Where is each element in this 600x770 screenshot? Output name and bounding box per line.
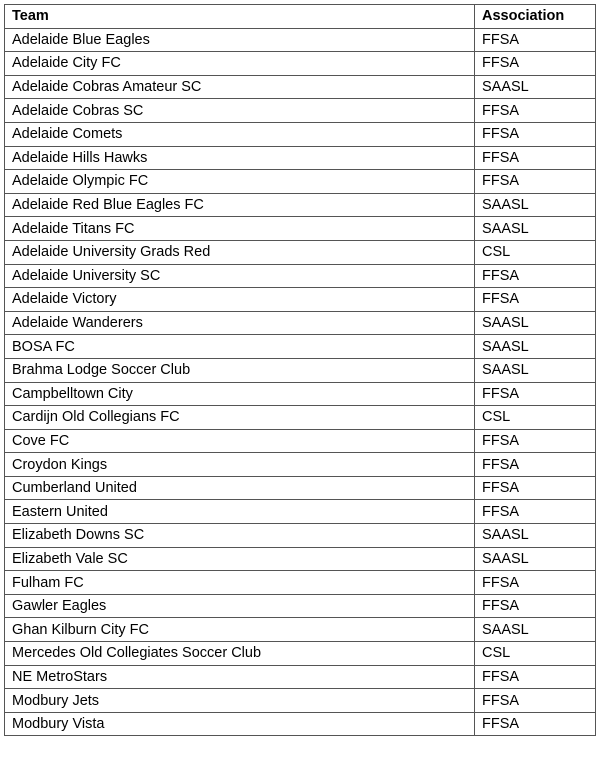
table-row xyxy=(5,689,596,713)
association-cell: CSL xyxy=(475,240,596,264)
table-row xyxy=(5,52,596,76)
table-row xyxy=(5,500,596,524)
association-cell: FFSA xyxy=(475,453,596,477)
team-cell: Adelaide University Grads Red xyxy=(5,240,475,264)
association-cell: FFSA xyxy=(475,52,596,76)
table-row xyxy=(5,358,596,382)
team-cell: Cardijn Old Collegians FC xyxy=(5,406,475,430)
table-row xyxy=(5,524,596,548)
table-row xyxy=(5,146,596,170)
table-row xyxy=(5,665,596,689)
table-row xyxy=(5,712,596,736)
team-cell: Adelaide Comets xyxy=(5,122,475,146)
association-cell: FFSA xyxy=(475,476,596,500)
association-cell: FFSA xyxy=(475,571,596,595)
team-cell: Adelaide Cobras Amateur SC xyxy=(5,75,475,99)
table-row xyxy=(5,75,596,99)
team-column-header: Team xyxy=(5,5,475,29)
association-cell: SAASL xyxy=(475,524,596,548)
association-cell: FFSA xyxy=(475,170,596,194)
table-row xyxy=(5,406,596,430)
association-cell: SAASL xyxy=(475,618,596,642)
table-row xyxy=(5,217,596,241)
table-row xyxy=(5,594,596,618)
association-cell: SAASL xyxy=(475,311,596,335)
team-cell: Campbelltown City xyxy=(5,382,475,406)
team-cell: Gawler Eagles xyxy=(5,594,475,618)
association-cell: FFSA xyxy=(475,665,596,689)
team-cell: Modbury Vista xyxy=(5,712,475,736)
team-cell: Adelaide Olympic FC xyxy=(5,170,475,194)
team-cell: Adelaide Blue Eagles xyxy=(5,28,475,52)
table-row xyxy=(5,618,596,642)
table-body xyxy=(5,28,596,736)
table-header xyxy=(5,5,596,29)
team-cell: Adelaide Hills Hawks xyxy=(5,146,475,170)
association-cell: SAASL xyxy=(475,75,596,99)
association-cell: FFSA xyxy=(475,146,596,170)
team-cell: Fulham FC xyxy=(5,571,475,595)
team-cell: Elizabeth Downs SC xyxy=(5,524,475,548)
table-row xyxy=(5,264,596,288)
table-row xyxy=(5,240,596,264)
table-row xyxy=(5,311,596,335)
team-cell: Modbury Jets xyxy=(5,689,475,713)
team-cell: Adelaide Titans FC xyxy=(5,217,475,241)
association-cell: FFSA xyxy=(475,429,596,453)
table-row xyxy=(5,122,596,146)
association-cell: FFSA xyxy=(475,28,596,52)
association-cell: FFSA xyxy=(475,382,596,406)
team-cell: Cumberland United xyxy=(5,476,475,500)
association-cell: FFSA xyxy=(475,264,596,288)
association-cell: FFSA xyxy=(475,594,596,618)
team-cell: Adelaide Wanderers xyxy=(5,311,475,335)
table-row xyxy=(5,382,596,406)
team-cell: Ghan Kilburn City FC xyxy=(5,618,475,642)
table-row xyxy=(5,28,596,52)
team-cell: Adelaide Red Blue Eagles FC xyxy=(5,193,475,217)
association-cell: FFSA xyxy=(475,689,596,713)
table-row xyxy=(5,288,596,312)
table-row xyxy=(5,170,596,194)
team-cell: Adelaide Cobras SC xyxy=(5,99,475,123)
table-row xyxy=(5,193,596,217)
association-cell: CSL xyxy=(475,642,596,666)
team-cell: Croydon Kings xyxy=(5,453,475,477)
association-cell: SAASL xyxy=(475,335,596,359)
team-cell: BOSA FC xyxy=(5,335,475,359)
table-row xyxy=(5,99,596,123)
teams-table xyxy=(4,4,596,736)
table-row xyxy=(5,642,596,666)
team-cell: Adelaide City FC xyxy=(5,52,475,76)
table-row xyxy=(5,476,596,500)
association-cell: SAASL xyxy=(475,193,596,217)
table-row xyxy=(5,429,596,453)
table-row xyxy=(5,571,596,595)
team-cell: Eastern United xyxy=(5,500,475,524)
association-cell: FFSA xyxy=(475,122,596,146)
team-cell: NE MetroStars xyxy=(5,665,475,689)
association-cell: SAASL xyxy=(475,358,596,382)
team-cell: Brahma Lodge Soccer Club xyxy=(5,358,475,382)
association-cell: SAASL xyxy=(475,547,596,571)
association-cell: FFSA xyxy=(475,99,596,123)
association-cell: CSL xyxy=(475,406,596,430)
table-row xyxy=(5,453,596,477)
team-cell: Cove FC xyxy=(5,429,475,453)
table-row xyxy=(5,335,596,359)
association-cell: FFSA xyxy=(475,500,596,524)
association-column-header: Association xyxy=(475,5,596,29)
association-cell: FFSA xyxy=(475,712,596,736)
association-cell: SAASL xyxy=(475,217,596,241)
team-cell: Elizabeth Vale SC xyxy=(5,547,475,571)
team-cell: Adelaide Victory xyxy=(5,288,475,312)
header-row xyxy=(5,5,596,29)
team-cell: Adelaide University SC xyxy=(5,264,475,288)
team-cell: Mercedes Old Collegiates Soccer Club xyxy=(5,642,475,666)
association-cell: FFSA xyxy=(475,288,596,312)
table-row xyxy=(5,547,596,571)
